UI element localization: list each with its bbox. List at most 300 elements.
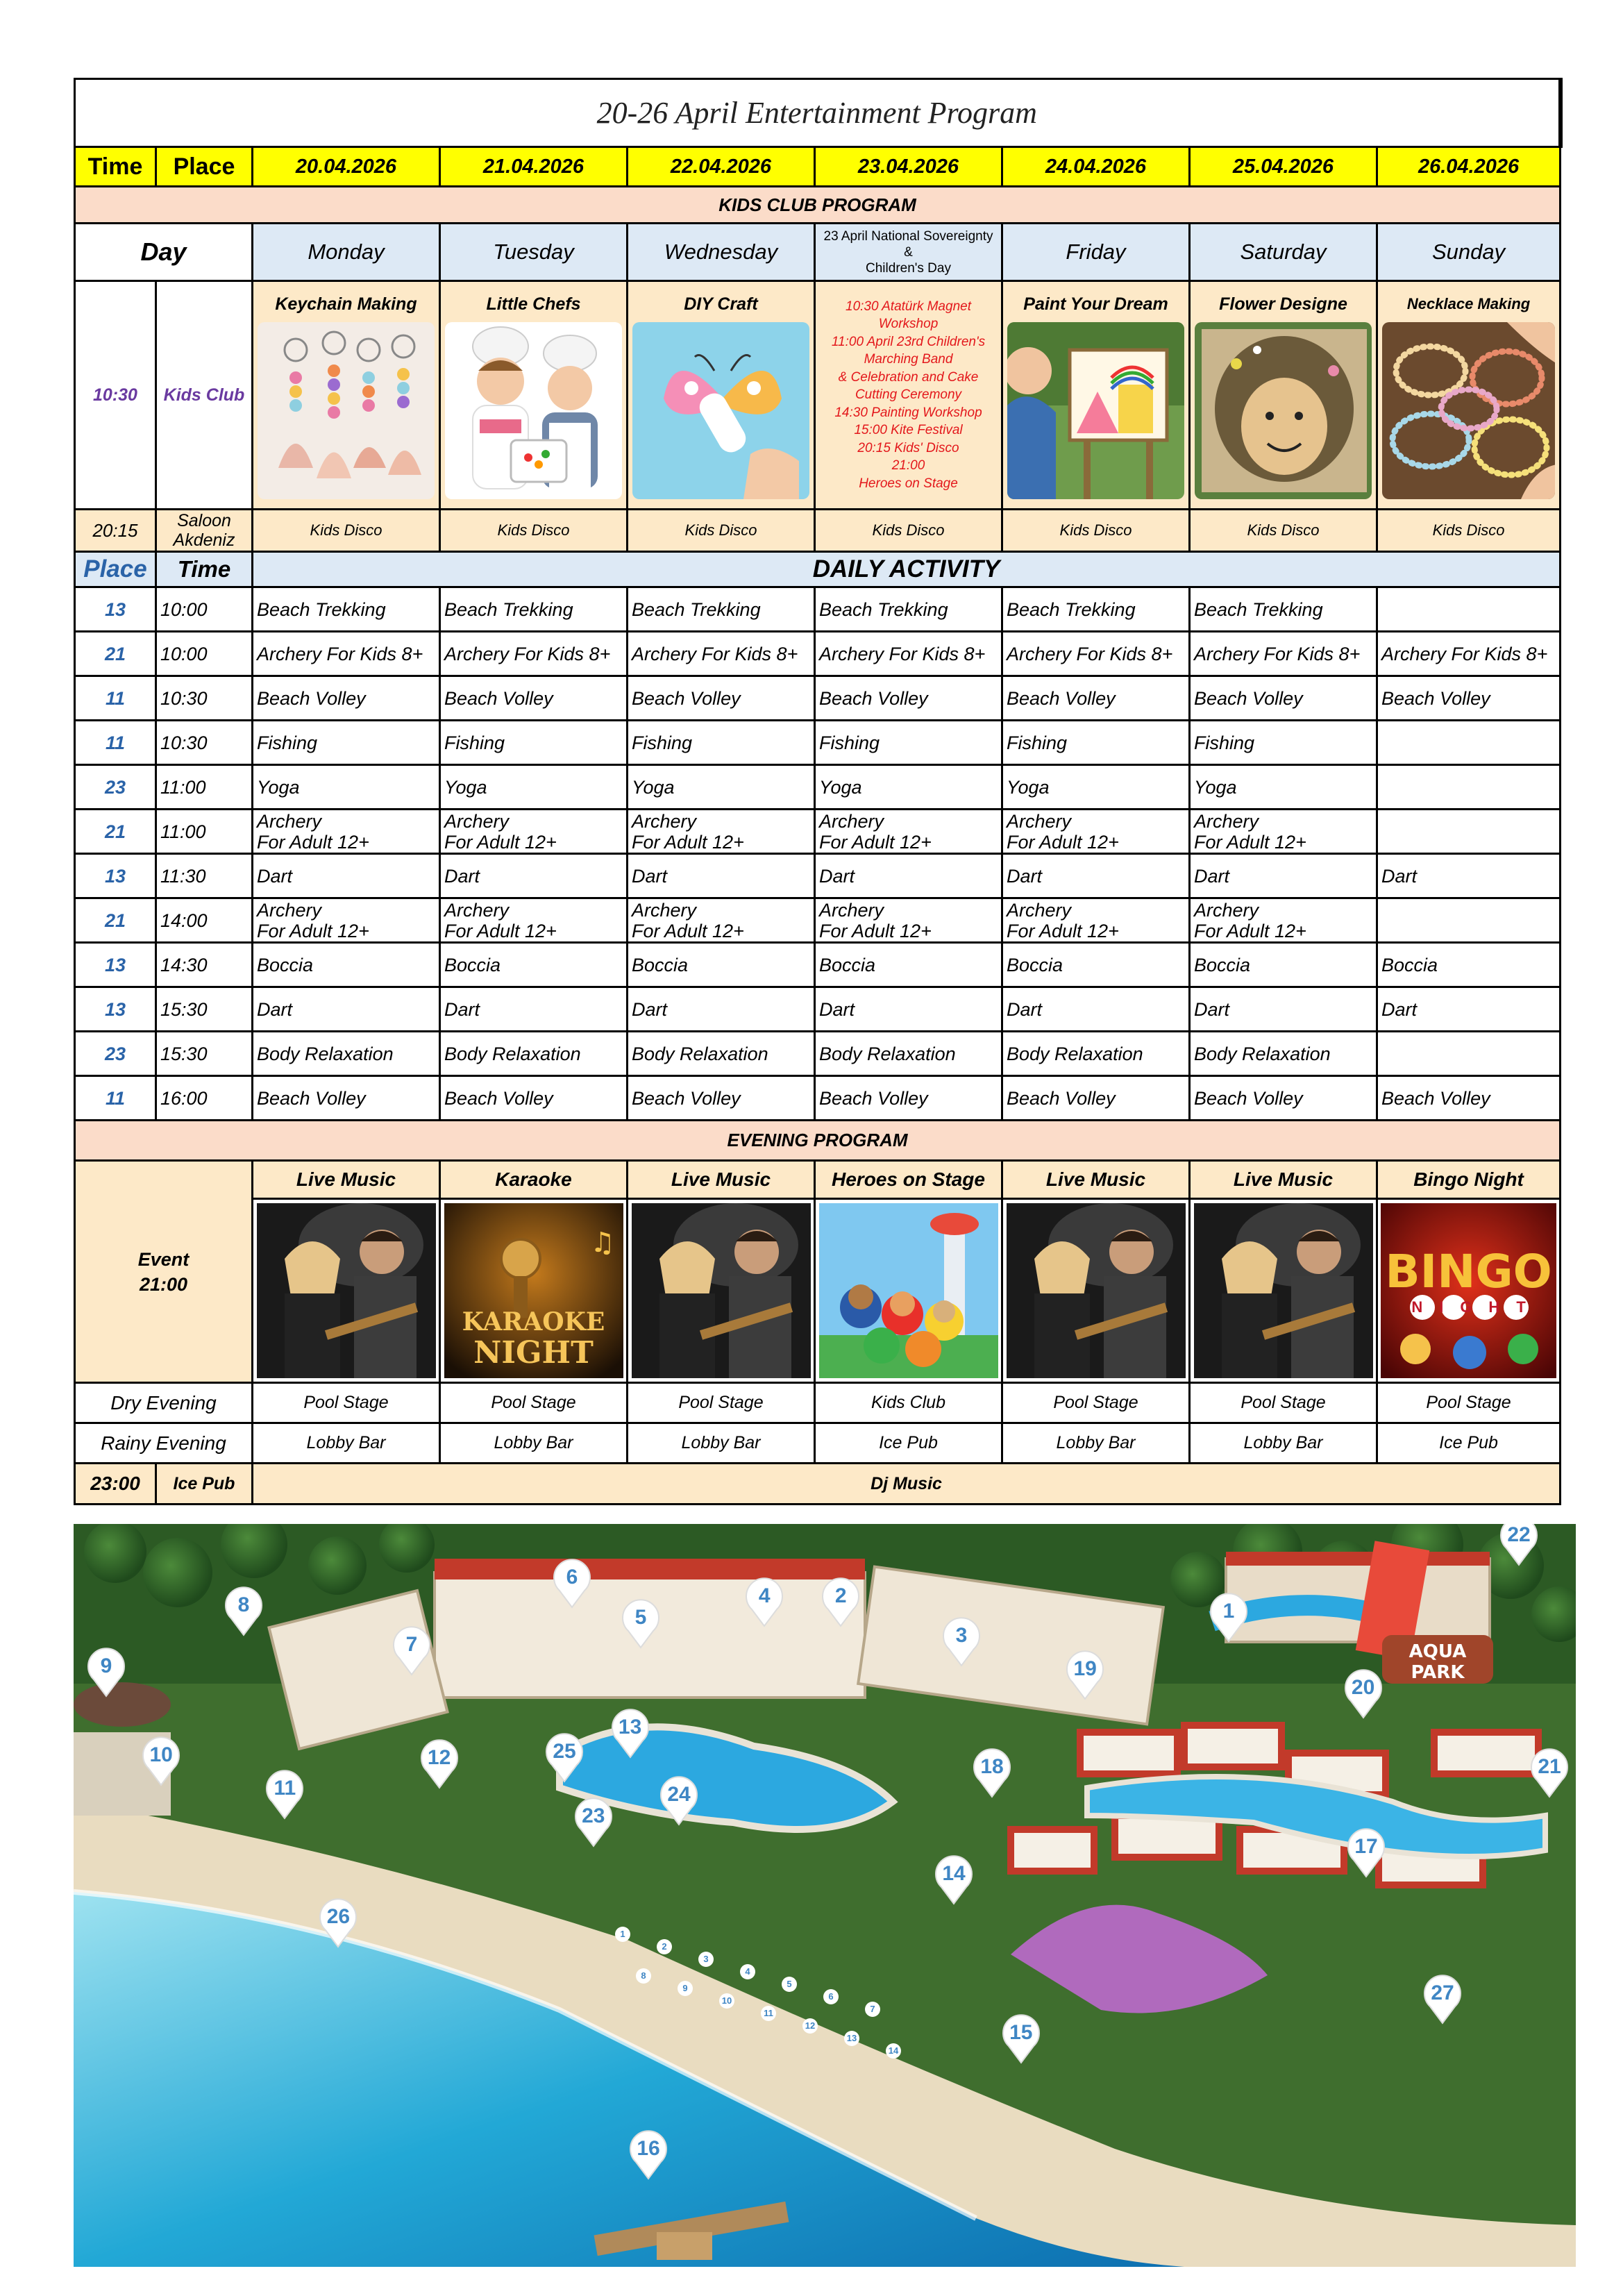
activity-cell: Boccia: [1190, 943, 1377, 987]
activity-cell: Archery For Kids 8+: [815, 632, 1002, 676]
disco-time: 20:15: [75, 510, 156, 552]
disco-place-line: Saloon: [177, 511, 231, 530]
heroes-on-stage-image: [818, 1203, 998, 1378]
show-title: Karaoke: [440, 1161, 628, 1199]
activity-cell: Body Relaxation: [815, 1032, 1002, 1076]
activity-cell: Archery For Adult 12+: [815, 810, 1002, 854]
map-pin-number: 5: [634, 1605, 647, 1629]
map-pin-number: 19: [1073, 1657, 1097, 1681]
show-image-cell: [253, 1199, 440, 1383]
activity-cell: Beach Volley: [440, 1076, 628, 1121]
live-music-image: [631, 1203, 811, 1378]
activity-time: 15:30: [156, 1032, 253, 1076]
live-music-image: [256, 1203, 436, 1378]
activity-cell: Dart: [815, 987, 1002, 1032]
map-pin-number: 16: [637, 2137, 660, 2161]
map-pin-number: 9: [100, 1654, 112, 1677]
activity-cell: Beach Volley: [1190, 1076, 1377, 1121]
activity-cell: Yoga: [440, 765, 628, 810]
activity-cell: Archery For Adult 12+: [1002, 898, 1190, 943]
special-day-line: Children's Day: [866, 260, 951, 276]
activity-cell: Beach Volley: [628, 676, 815, 721]
disco-cell: Kids Disco: [440, 510, 628, 552]
disco-place-line: Akdeniz: [173, 530, 235, 550]
day-name: Tuesday: [440, 224, 628, 281]
activity-row: [75, 721, 1561, 765]
disco-cell: Kids Disco: [253, 510, 440, 552]
kids-activity-row: [75, 281, 1561, 510]
date-header: 26.04.2026: [1377, 147, 1561, 187]
evening-image-row: [75, 1199, 1561, 1383]
map-pin-number: 24: [667, 1782, 691, 1806]
program-table: [74, 78, 1563, 1505]
activity-row: [75, 987, 1561, 1032]
program-sheet: [74, 78, 1559, 1505]
activity-cell: Dart: [628, 987, 815, 1032]
flower-design-photo: [1195, 322, 1372, 499]
activity-title: Flower Designe: [1219, 294, 1347, 314]
activity-cell: Boccia: [253, 943, 440, 987]
live-music-image: [1006, 1203, 1186, 1378]
activity-cell: [1377, 721, 1561, 765]
activity-place: 13: [75, 987, 156, 1032]
daily-activity-band: DAILY ACTIVITY: [253, 552, 1561, 587]
activity-time: 15:30: [156, 987, 253, 1032]
activity-place: 21: [75, 898, 156, 943]
activity-row: [75, 854, 1561, 898]
date-header: 24.04.2026: [1002, 147, 1190, 187]
activity-cell: Fishing: [253, 721, 440, 765]
map-pin-number: 12: [427, 1746, 451, 1769]
aqua-park-text-1: AQUA: [1408, 1641, 1467, 1662]
kids-activity-cell-special: [815, 281, 1002, 510]
live-music-image: [1193, 1203, 1373, 1378]
activity-cell: Beach Volley: [440, 676, 628, 721]
activity-cell: Boccia: [440, 943, 628, 987]
date-header: 22.04.2026: [628, 147, 815, 187]
activity-place: 11: [75, 721, 156, 765]
map-pin-number: 25: [553, 1740, 576, 1763]
activity-cell: Yoga: [1190, 765, 1377, 810]
show-image-cell: [440, 1199, 628, 1383]
activity-cell: Beach Volley: [1190, 676, 1377, 721]
map-pin-number: 18: [980, 1755, 1004, 1779]
rainy-evening-label: Rainy Evening: [75, 1423, 253, 1464]
activity-title: Little Chefs: [486, 294, 581, 314]
necklace-photo: [1382, 322, 1555, 499]
diy-craft-photo: [632, 322, 809, 499]
show-image-cell: [1002, 1199, 1190, 1383]
activity-row: [75, 943, 1561, 987]
bingo-text: BINGO: [1385, 1245, 1552, 1298]
activity-row: [75, 1076, 1561, 1121]
activity-cell: Beach Volley: [628, 1076, 815, 1121]
activity-cell: [1377, 1032, 1561, 1076]
show-image-cell: [1377, 1199, 1561, 1383]
date-header: 21.04.2026: [440, 147, 628, 187]
activity-cell: Archery For Adult 12+: [1190, 810, 1377, 854]
venue-cell: Pool Stage: [1002, 1383, 1190, 1423]
map-pin-number: 2: [834, 1584, 847, 1607]
venue-cell: Pool Stage: [253, 1383, 440, 1423]
activity-cell: Fishing: [1002, 721, 1190, 765]
activity-cell: Yoga: [815, 765, 1002, 810]
map-pin: [551, 1557, 593, 1599]
activity-cell: Beach Volley: [253, 676, 440, 721]
activity-cell: Archery For Adult 12+: [815, 898, 1002, 943]
map-pin: [971, 1747, 1013, 1788]
kids-activity-cell: [1377, 281, 1561, 510]
map-pin-number: 4: [758, 1584, 771, 1607]
map-pin-number: 13: [618, 1716, 642, 1738]
date-header-row: [75, 147, 1561, 187]
map-pin: [941, 1616, 982, 1657]
special-day-line: 23 April National Sovereignty: [823, 228, 993, 244]
activity-cell: [1377, 810, 1561, 854]
beach-spot-number: 2: [657, 1939, 672, 1954]
beach-spot-number: 14: [886, 2043, 901, 2059]
activity-time: 11:30: [156, 854, 253, 898]
venue-cell: Pool Stage: [628, 1383, 815, 1423]
activity-time: 16:00: [156, 1076, 253, 1121]
show-title: Bingo Night: [1377, 1161, 1561, 1199]
beach-spot-number: 11: [761, 2006, 776, 2021]
activity-cell: Boccia: [1377, 943, 1561, 987]
venue-cell: Pool Stage: [1377, 1383, 1561, 1423]
activity-cell: Archery For Kids 8+: [440, 632, 628, 676]
activity-cell: Body Relaxation: [1190, 1032, 1377, 1076]
day-row: [75, 224, 1561, 281]
activity-cell: Boccia: [628, 943, 815, 987]
activity-title: Keychain Making: [275, 294, 417, 314]
show-image-cell: [1190, 1199, 1377, 1383]
map-pin: [391, 1625, 432, 1666]
program-line: 11:00 April 23rd Children's: [831, 334, 986, 349]
show-title: Heroes on Stage: [815, 1161, 1002, 1199]
activity-time: 11:00: [156, 765, 253, 810]
special-day-line: &: [904, 244, 913, 260]
venue-cell: Ice Pub: [815, 1423, 1002, 1464]
disco-cell: Kids Disco: [1002, 510, 1190, 552]
beach-spot-number: 8: [636, 1968, 651, 1984]
disco-place: [156, 510, 253, 552]
kids-club-band: KIDS CLUB PROGRAM: [75, 187, 1561, 224]
activity-cell: Body Relaxation: [628, 1032, 815, 1076]
activity-cell: Beach Volley: [815, 1076, 1002, 1121]
map-pin-number: 6: [566, 1566, 578, 1589]
activity-cell: Fishing: [1190, 721, 1377, 765]
activity-row: [75, 765, 1561, 810]
map-pin-number: 8: [237, 1593, 250, 1616]
little-chefs-photo: [445, 322, 622, 499]
daily-activity-body: [75, 587, 1561, 1121]
keychain-photo: [258, 322, 435, 499]
activity-place: 13: [75, 854, 156, 898]
show-title: Live Music: [1002, 1161, 1190, 1199]
aqua-park-text-2: PARK: [1411, 1662, 1465, 1683]
time-header: Time: [75, 147, 156, 187]
activity-cell: Dart: [1377, 854, 1561, 898]
map-pin: [1000, 2013, 1042, 2054]
activity-cell: Body Relaxation: [1002, 1032, 1190, 1076]
date-header: 20.04.2026: [253, 147, 440, 187]
activity-time: 11:00: [156, 810, 253, 854]
activity-cell: Archery For Kids 8+: [1002, 632, 1190, 676]
late-place: Ice Pub: [156, 1464, 253, 1505]
activity-cell: Boccia: [1002, 943, 1190, 987]
kids-time: 10:30: [75, 281, 156, 510]
show-image-cell: [628, 1199, 815, 1383]
activity-time: 10:00: [156, 632, 253, 676]
activity-row: [75, 587, 1561, 632]
program-line: 20:15 Kids' Disco: [857, 440, 959, 455]
late-time: 23:00: [75, 1464, 156, 1505]
map-pin: [609, 1707, 651, 1749]
activity-cell: Beach Volley: [1002, 676, 1190, 721]
activity-cell: Dart: [1377, 987, 1561, 1032]
activity-cell: Dart: [1002, 987, 1190, 1032]
rainy-evening-row: [75, 1423, 1561, 1464]
daily-activity-header: [75, 552, 1561, 587]
kids-activity-cell: [440, 281, 628, 510]
show-image-cell: [815, 1199, 1002, 1383]
map-pin: [820, 1576, 861, 1618]
activity-row: [75, 1032, 1561, 1076]
late-night-row: [75, 1464, 1561, 1505]
special-program: [816, 294, 1001, 497]
activity-place: 23: [75, 765, 156, 810]
activity-cell: Archery For Adult 12+: [440, 898, 628, 943]
kids-activity-cell: [1190, 281, 1377, 510]
activity-cell: Beach Volley: [1377, 1076, 1561, 1121]
show-title: Live Music: [1190, 1161, 1377, 1199]
activity-place: 11: [75, 676, 156, 721]
beach-spot-number: 10: [719, 1993, 734, 2009]
disco-cell: Kids Disco: [628, 510, 815, 552]
bingo-night-text: NIGHT: [1411, 1298, 1542, 1316]
venue-cell: Ice Pub: [1377, 1423, 1561, 1464]
day-name: Wednesday: [628, 224, 815, 281]
program-line: Marching Band: [864, 352, 953, 367]
activity-place: 23: [75, 1032, 156, 1076]
venue-cell: Pool Stage: [440, 1383, 628, 1423]
activity-place: 21: [75, 632, 156, 676]
activity-cell: Archery For Kids 8+: [1190, 632, 1377, 676]
map-pin: [658, 1775, 700, 1816]
map-pin-number: 14: [942, 1862, 966, 1886]
map-pin-number: 1: [1222, 1599, 1235, 1623]
dry-evening-label: Dry Evening: [75, 1383, 253, 1423]
activity-cell: Dart: [1190, 987, 1377, 1032]
activity-place: 13: [75, 943, 156, 987]
day-name: Monday: [253, 224, 440, 281]
map-pin: [544, 1732, 585, 1773]
kids-activity-cell: [1002, 281, 1190, 510]
map-pin: [223, 1585, 264, 1627]
activity-cell: Beach Trekking: [628, 587, 815, 632]
map-pin: [419, 1738, 460, 1779]
map-pin: [1529, 1747, 1570, 1788]
map-pin: [573, 1796, 614, 1838]
beach-spot-number: 7: [865, 2002, 880, 2017]
paint-photo: [1007, 322, 1184, 499]
activity-cell: Body Relaxation: [440, 1032, 628, 1076]
map-pin-number: 11: [274, 1777, 296, 1800]
resort-map: [74, 1524, 1576, 2267]
map-pin: [1345, 1827, 1387, 1868]
activity-row: [75, 898, 1561, 943]
activity-cell: Fishing: [440, 721, 628, 765]
venue-cell: Lobby Bar: [628, 1423, 815, 1464]
svg-text:♫: ♫: [589, 1227, 615, 1259]
beach-spot-number: 4: [740, 1964, 755, 1979]
activity-cell: [1377, 587, 1561, 632]
activity-time: 10:00: [156, 587, 253, 632]
dry-evening-row: [75, 1383, 1561, 1423]
activity-title: DIY Craft: [684, 294, 758, 314]
activity-row: [75, 676, 1561, 721]
day-name: Saturday: [1190, 224, 1377, 281]
kids-disco-row: [75, 510, 1561, 552]
activity-row: [75, 810, 1561, 854]
special-day-name: [815, 224, 1002, 281]
program-line: 10:30 Atatürk Magnet: [846, 299, 971, 314]
activity-cell: Beach Volley: [1002, 1076, 1190, 1121]
activity-cell: Archery For Adult 12+: [1002, 810, 1190, 854]
map-pin: [1422, 1973, 1463, 2015]
map-pin-number: 20: [1351, 1675, 1375, 1699]
activity-cell: Beach Trekking: [1002, 587, 1190, 632]
program-line: 15:00 Kite Festival: [854, 423, 963, 438]
day-name: Sunday: [1377, 224, 1561, 281]
activity-cell: Dart: [1190, 854, 1377, 898]
map-pin: [933, 1854, 975, 1895]
show-title: Live Music: [628, 1161, 815, 1199]
venue-cell: Lobby Bar: [253, 1423, 440, 1464]
map-pin-number: 27: [1431, 1981, 1454, 2004]
map-pin-number: 10: [149, 1743, 173, 1766]
activity-cell: Archery For Kids 8+: [253, 632, 440, 676]
resort-map-illustration: [74, 1524, 1576, 2267]
map-pin: [743, 1576, 785, 1618]
activity-cell: Archery For Adult 12+: [253, 898, 440, 943]
venue-cell: Lobby Bar: [1190, 1423, 1377, 1464]
daily-time-header: Time: [156, 552, 253, 587]
map-pin-number: 17: [1354, 1834, 1378, 1858]
map-pin-number: 26: [326, 1904, 351, 1928]
map-pin: [1343, 1668, 1384, 1709]
evening-band: EVENING PROGRAM: [75, 1121, 1561, 1161]
map-pin-number: 23: [582, 1804, 605, 1827]
kids-activity-cell: [253, 281, 440, 510]
daily-place-header: Place: [75, 552, 156, 587]
activity-title: Necklace Making: [1406, 294, 1531, 312]
activity-cell: Boccia: [815, 943, 1002, 987]
disco-cell: Kids Disco: [815, 510, 1002, 552]
activity-cell: Beach Trekking: [815, 587, 1002, 632]
activity-cell: Dart: [253, 987, 440, 1032]
activity-cell: Yoga: [253, 765, 440, 810]
disco-cell: Kids Disco: [1190, 510, 1377, 552]
activity-cell: Archery For Adult 12+: [440, 810, 628, 854]
event-label-cell: [75, 1161, 253, 1383]
activity-title: Paint Your Dream: [1023, 294, 1168, 314]
map-pin: [620, 1598, 662, 1639]
activity-cell: Dart: [1002, 854, 1190, 898]
beach-spot-number: 1: [615, 1927, 630, 1942]
activity-cell: Dart: [815, 854, 1002, 898]
program-line: Cutting Ceremony: [855, 387, 962, 403]
activity-place: 11: [75, 1076, 156, 1121]
activity-cell: Beach Trekking: [440, 587, 628, 632]
map-pin: [1208, 1591, 1250, 1633]
karaoke-text-1: KARAOKE: [462, 1307, 605, 1336]
activity-time: 10:30: [156, 676, 253, 721]
activity-time: 14:00: [156, 898, 253, 943]
activity-cell: Archery For Adult 12+: [253, 810, 440, 854]
activity-cell: [1377, 765, 1561, 810]
kids-place: Kids Club: [156, 281, 253, 510]
disco-cell: Kids Disco: [1377, 510, 1561, 552]
activity-cell: Dart: [253, 854, 440, 898]
program-line: Workshop: [878, 317, 939, 332]
activity-cell: Archery For Adult 12+: [628, 898, 815, 943]
activity-cell: Fishing: [628, 721, 815, 765]
map-pin-number: 22: [1507, 1524, 1531, 1546]
event-time: 21:00: [139, 1273, 188, 1295]
kids-activity-cell: [628, 281, 815, 510]
map-pin: [1498, 1524, 1540, 1557]
late-event: Dj Music: [253, 1464, 1561, 1505]
beach-spot-number: 5: [782, 1977, 797, 1992]
activity-cell: Beach Volley: [1377, 676, 1561, 721]
activity-cell: Yoga: [1002, 765, 1190, 810]
page-title: 20-26 April Entertainment Program: [75, 79, 1561, 147]
date-header: 25.04.2026: [1190, 147, 1377, 187]
map-pin-number: 7: [405, 1633, 418, 1657]
venue-cell: Lobby Bar: [1002, 1423, 1190, 1464]
beach-spot-number: 9: [678, 1981, 693, 1996]
map-pin-number: 15: [1009, 2021, 1033, 2044]
activity-cell: Dart: [628, 854, 815, 898]
activity-cell: Beach Volley: [815, 676, 1002, 721]
map-pin: [264, 1768, 305, 1810]
activity-cell: Dart: [440, 854, 628, 898]
activity-cell: [1377, 898, 1561, 943]
map-pin: [140, 1735, 182, 1777]
map-pin-number: 21: [1538, 1755, 1561, 1779]
program-line: 21:00: [891, 458, 925, 474]
program-line: 14:30 Painting Workshop: [834, 405, 982, 420]
karaoke-image: [444, 1203, 623, 1378]
activity-cell: Beach Trekking: [1190, 587, 1377, 632]
map-pin-number: 3: [955, 1624, 968, 1647]
beach-spot-number: 13: [844, 2031, 859, 2046]
beach-spot-number: 3: [698, 1952, 714, 1967]
map-pin: [317, 1897, 359, 1938]
activity-cell: Beach Trekking: [253, 587, 440, 632]
venue-cell: Kids Club: [815, 1383, 1002, 1423]
activity-cell: Archery For Kids 8+: [628, 632, 815, 676]
program-line: & Celebration and Cake: [838, 369, 979, 385]
place-header: Place: [156, 147, 253, 187]
day-name: Friday: [1002, 224, 1190, 281]
evening-show-row: [75, 1161, 1561, 1199]
activity-place: 13: [75, 587, 156, 632]
beach-spot-number: 12: [802, 2018, 818, 2034]
activity-cell: Fishing: [815, 721, 1002, 765]
activity-cell: Dart: [440, 987, 628, 1032]
